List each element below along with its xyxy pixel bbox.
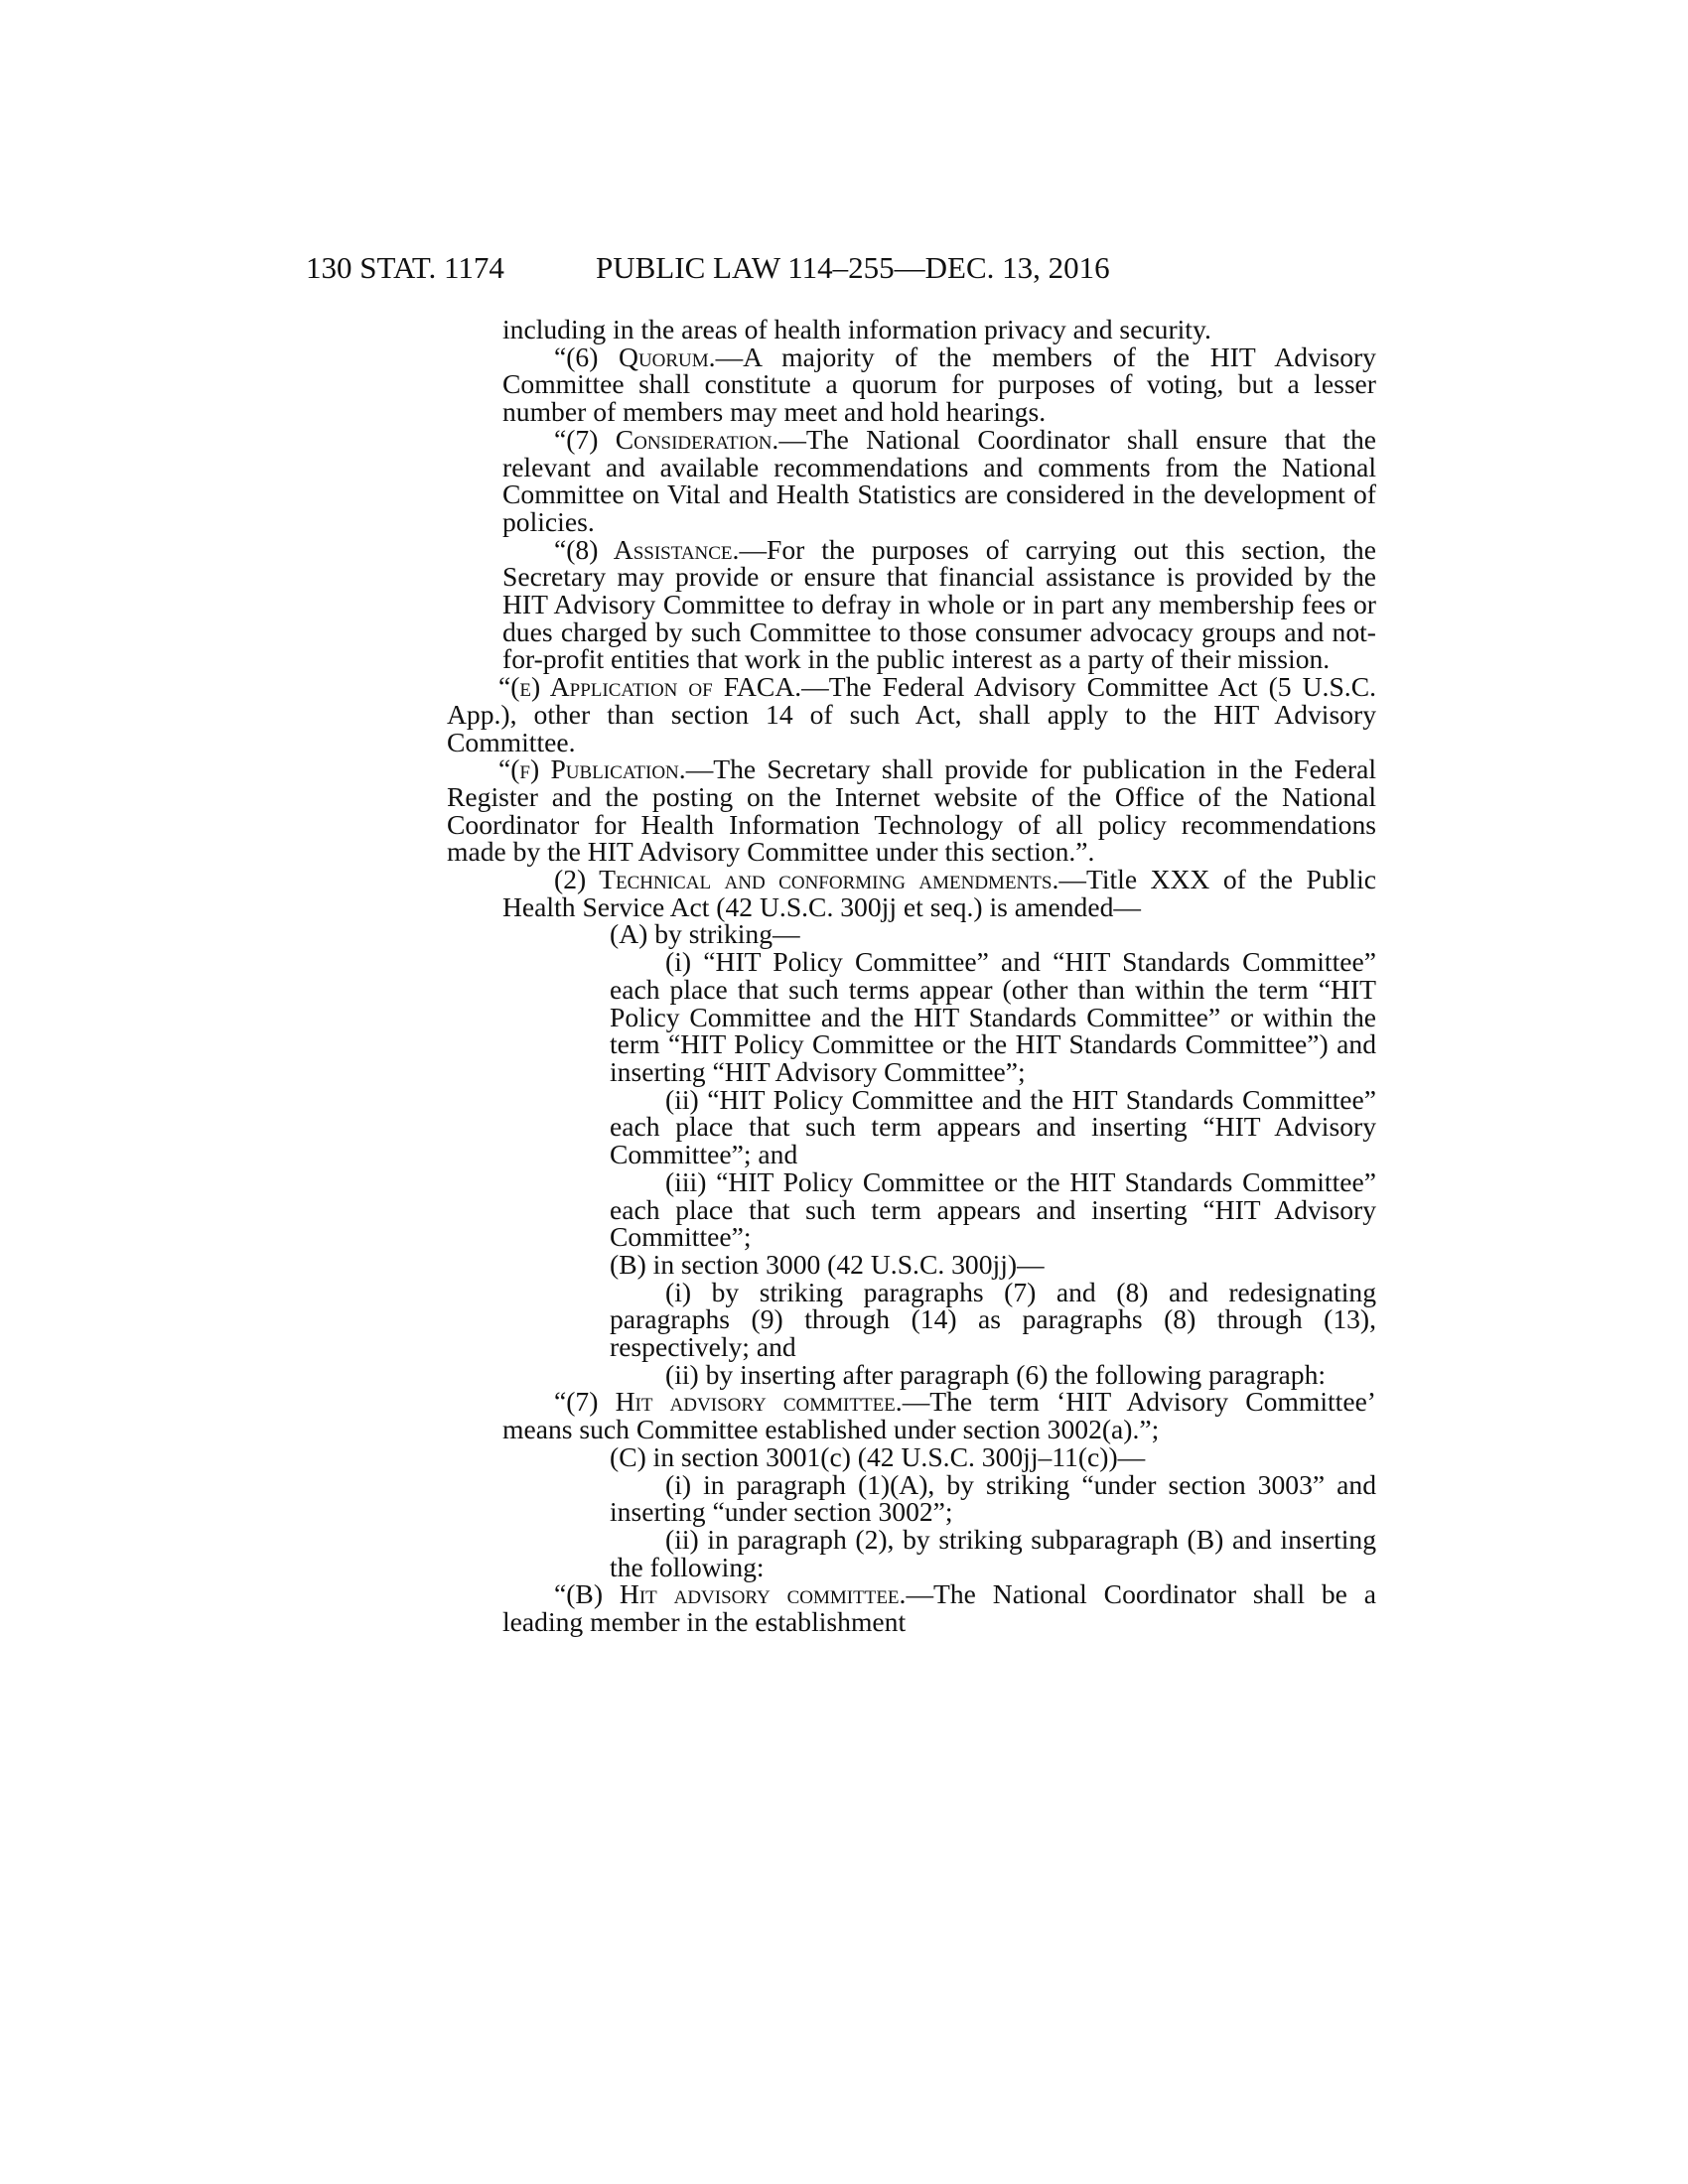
amendments-list-c: [610, 1440, 1376, 1582]
clause-b-ii: (ii) by inserting after paragraph (6) the following paragraph:: [665, 1358, 1327, 1390]
paragraph-heading: “(8) Assistance.: [554, 533, 740, 565]
paragraph-consideration: “(7) Consideration.—The National Coordinator shall ensure that the relevant and available recommendations and comments from the National Committee on Vital and Health Statistics are considered in the development of policies.: [502, 423, 1377, 537]
clause-ii: (ii) “HIT Policy Committee and the HIT Standards Committee” each place that such term appears and inserting “HIT Advisory Committee”; and: [610, 1083, 1376, 1170]
running-head: PUBLIC LAW 114–255—DEC. 13, 2016: [596, 250, 1110, 285]
paragraph-heading: “(B) Hit advisory committee.: [554, 1578, 907, 1610]
subsection-heading: “(e) Application of FACA.: [498, 671, 802, 703]
clause-iii: (iii) “HIT Policy Committee or the HIT Standards Committee” each place that such term appears and inserting “HIT Advisory Committee”;: [610, 1165, 1376, 1253]
clause-c-ii: (ii) in paragraph (2), by striking subparagraph (B) and inserting the following:: [610, 1523, 1376, 1582]
paragraph-quorum: “(6) Quorum.—A majority of the members of the HIT Advisory Committee shall constitute a quorum for purposes of voting, but a lesser number of members may meet and hold hearings.: [502, 341, 1376, 428]
paragraph-heading: “(6) Quorum.: [554, 341, 716, 372]
document-body: [447, 314, 1377, 1638]
paragraph-assistance: “(8) Assistance.—For the purposes of carrying out this section, the Secretary may provide or ensure that financial assistance is provided by the HIT Advisory Committee to defray in whole or in part any membership fees or dues charged by such Committee to those consumer advocacy groups and not-for-profit entities that work in the public interest as a party of their mission.: [502, 533, 1376, 675]
subparagraph-b: (B) in section 3000 (42 U.S.C. 300jj)—: [610, 1248, 1045, 1280]
clause-b-i: (i) by striking paragraphs (7) and (8) and redesignating paragraphs (9) through (14) as paragraphs (8) through (13), respectively; and: [610, 1276, 1376, 1363]
subparagraph-c: (C) in section 3001(c) (42 U.S.C. 300jj–11(c))—: [610, 1440, 1146, 1472]
clause-c-i: (i) in paragraph (1)(A), by striking “under section 3003” and inserting “under section 3002”;: [610, 1468, 1376, 1528]
amendments-list: [610, 920, 1376, 1388]
paragraph-heading: “(7) Hit advisory committee.: [554, 1386, 903, 1418]
paragraph-heading: (2) Technical and conforming amendments.: [554, 864, 1059, 895]
page-header: [306, 248, 1418, 288]
subparagraph-a: (A) by striking—: [610, 918, 800, 950]
subparagraph-hit-advisory-committee: “(B) Hit advisory committee.—The National Coordinator shall be a leading member in the establishment: [502, 1578, 1376, 1638]
subsection-heading: “(f) Publication.: [498, 753, 686, 785]
clause-i: (i) “HIT Policy Committee” and “HIT Standards Committee” each place that such terms appear (other than within the term “HIT Policy Committee and the HIT Standards Committee” or within the term “HIT Policy Committee or the HIT Standards Committee”) and inserting “HIT Advisory Committee”;: [610, 946, 1376, 1087]
paragraph-continuation: including in the areas of health information privacy and security.: [502, 314, 1211, 344]
paragraph-hit-advisory-definition: “(7) Hit advisory committee.—The term ‘HIT Advisory Committee’ means such Committee established under section 3002(a).”;: [502, 1386, 1376, 1445]
paragraph-technical-amendments: (2) Technical and conforming amendments.—Title XXX of the Public Health Service Act (42 U.S.C. 300jj et seq.) is amended—: [502, 864, 1376, 922]
subsection-faca: “(e) Application of FACA.—The Federal Advisory Committee Act (5 U.S.C. App.), other than section 14 of such Act, shall apply to the HIT Advisory Committee.: [447, 671, 1376, 757]
subsection-publication: “(f) Publication.—The Secretary shall provide for publication in the Federal Register and the posting on the Internet website of the Office of the National Coordinator for Health Information Technology of all policy recommendations made by the HIT Advisory Committee under this section.”.: [447, 753, 1377, 868]
stat-citation: 130 STAT. 1174: [306, 250, 504, 285]
paragraph-heading: “(7) Consideration.: [554, 423, 779, 455]
